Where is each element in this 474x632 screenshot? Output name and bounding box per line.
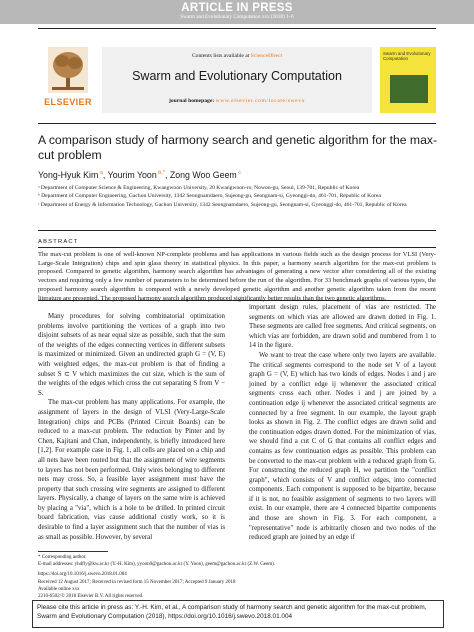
available-online: Available online xxx: [38, 586, 80, 592]
author-name[interactable]: Zong Woo Geem: [169, 170, 237, 180]
affiliation-line: ᶜ Department of Energy & Information Technology, Gachon University, 1342 Seongnamdaero, Sujeong-gu, Seongnam-si, Gyeonggi-do, 461-701, Republic of Korea: [38, 201, 407, 208]
author-affiliation-mark: a: [98, 170, 103, 177]
contents-line: [102, 53, 372, 59]
author-name[interactable]: Yourim Yoon: [107, 170, 157, 180]
abstract-top-rule: [38, 230, 436, 231]
body-paragraph: We want to treat the case where only two layers are available. The critical segments correspond to the node set V of a layout graph G = (V, E) which has two kinds of edges. Nodes i and j are joined by a conflict edge ij whenever the associated critical segments cross each other. Nodes i and j are joined by a continuation edge ij whenever the associated critical segments are connected by a free segment. In our example, the layout graph looks as shown in Fig. 2. The conflict edges are drawn solid and the continuation edges drawn dotted. For the minimization of vias, we should find a cut C of G that contains all conflict edges and contains as few continuation edges as possible. This problem can be converted to the max-cut problem with a reduced graph from G. For constructing the reduced graph H, we partition the "conflict graph", which consists of V and conflict edges, into connected components. Each component is supposed to be bipartite, because if it is not, no feasible assignment of segments to two layers will exist. In our example, there are 4 connected bipartite components and those are shown in Fig. 3. For each component, a "representative" node is arbitrarily chosen and two nodes of the reduced graph are joined by an edge if: [249, 351, 436, 542]
right-column: [249, 303, 436, 543]
footnote-corresponding: * Corresponding author.: [38, 555, 87, 560]
contents-prefix: Contents lists available at: [191, 53, 251, 59]
header-rule: [38, 123, 436, 124]
journal-title: Swarm and Evolutionary Computation: [132, 69, 342, 83]
affiliation-line: ᵃ Department of Computer Science & Engineering, Kwangwoon University, 20 Kwangwoon-ro, Nowon-gu, Seoul, 139-701, Republic of Korea: [38, 185, 360, 191]
abstract-bottom-rule: [38, 300, 436, 301]
body-paragraph: Many procedures for solving combinatorial optimization problems involve partitioning the vertices of a graph into two disjoint subsets of as near equal size as possible, such that the sum of the weights of the edges connecting vertices in different subsets is maximized or minimized. Given an undirected graph G = (V, E) with weighted edges, the max-cut problem is that of finding a subset S ⊂ V which maximizes the cut size, which is the sum of the weights of the edges which cross the cut separating S from V − S.: [38, 313, 225, 397]
affiliations: [38, 184, 438, 209]
banner-citation: Swarm and Evolutionary Computation xxx (2018) 1–6: [180, 14, 294, 20]
homepage-link[interactable]: www.elsevier.com/locate/swevo: [215, 98, 306, 104]
cover-title: Swarm and Evolutionary Computation: [383, 51, 431, 61]
article-in-press-banner: [0, 0, 474, 24]
journal-masthead: [102, 47, 372, 113]
elsevier-tree-icon: [48, 47, 88, 93]
doi-link[interactable]: https://doi.org/10.1016/j.swevo.2018.01.004: [38, 572, 127, 578]
left-column: [38, 312, 225, 542]
author-affiliation-mark: b,*: [156, 170, 165, 177]
copyright-line: 2210-6502/© 2018 Elsevier B.V. All rights reserved.: [38, 594, 144, 600]
article-title: A comparison study of harmony search and genetic algorithm for the max-cut problem: [38, 133, 437, 162]
abstract-label-rule: [38, 247, 436, 248]
author-affiliation-mark: c: [236, 170, 241, 177]
publisher-name: ELSEVIER: [44, 97, 92, 107]
banner-title: ARTICLE IN PRESS: [181, 2, 293, 14]
journal-cover: [380, 47, 436, 113]
top-rule: [38, 28, 436, 29]
sciencedirect-link[interactable]: ScienceDirect: [250, 53, 283, 59]
author-name[interactable]: Yong-Hyuk Kim: [38, 170, 99, 180]
received-dates: Received 12 August 2017; Received in revised form 15 November 2017; Accepted 9 January 2018: [38, 579, 236, 585]
author-list: Yong-Hyuk Kim $^a$, Yourim Yoon $^{b,*}$, Zong Woo Geem $^c$: [38, 170, 241, 180]
footnotes: [38, 554, 338, 600]
cover-image: [390, 75, 428, 103]
cite-text: Please cite this article in press as: Y.-H. Kim, et al., A comparison study of harmony search and genetic algorithm for the max-cut problem, Swarm and Evolutionary Computation (2018), https://doi.org/10.1016/j.swevo.2018.01.004: [37, 604, 427, 620]
homepage-prefix: journal homepage:: [168, 98, 216, 104]
footnote-emails: E-mail addresses: yhdfly@kw.ac.kr (Y.-H. Kim), yyoon0@gachon.ac.kr (Y. Yoon), geem@gachon.ac.kr (Z.W. Geem).: [38, 562, 276, 568]
footnote-rule: [38, 551, 108, 552]
publisher-logo: [38, 47, 98, 115]
abstract-text: The max-cut problem is one of well-known NP-complete problems and has applications in various fields such as the design process for VLSI (Very-Large-Scale Integration) chips and spin glass theory in statistical physics. In this paper, a harmony search algorithm for the max-cut problem is proposed. Compared to genetic algorithm, harmony search algorithm has advantages of generating a new vector after considering all of the existing vectors and requiring only a few number of parameters to be determined before the run of the algorithm. For 33 benchmark graphs of various types, the proposed harmony search algorithm is compared with a newly developed genetic algorithm and another genetic algorithm taken from the recent literature are presented. The proposed harmony search algorithm produced significantly better results than the two genetic algorithms.: [38, 251, 436, 302]
cite-this-article-box: [32, 600, 444, 628]
abstract-label: ABSTRACT: [38, 239, 79, 245]
affiliation-line: ᵇ Department of Computer Engineering, Gachon University, 1342 Seongnamdaero, Sujeong-gu, Seongnam-si, Gyeonggi-do, 461-701, Republic of Korea: [38, 193, 381, 200]
body-paragraph: important design rules, placement of vias are restricted. The segments on which vias are allowed are drawn dotted in Fig. 1. These segments are called free segments. And critical segments, on which vias are forbidden, are drawn solid and numbered from 1 to 14 in the figure.: [249, 304, 436, 350]
homepage-line: [102, 98, 372, 104]
journal-header: [38, 47, 436, 121]
body-paragraph: The max-cut problem has many applications. For example, the assignment of layers in the design of VLSI (Very-Large-Scale Integration) chips and PCBs (Printed Circuit Boards) can be reduced to a max-cut problem. The reduction by Pinter and by Chen, Kajitani and Chan, independently, is briefly introduced here [1,2]. For example case in Fig. 1, all cells are placed on a chip and all nets have been routed but that the assignment of wire segments to layers has not been performed. Only wires belonging to different nets may cross. So, a feasible layer assignment must have the property that such crossing wire segments are assigned to different layers. Physically, a change of layers on the same wire is achieved by placing a "via", which is a hole to be drilled. In printed circuit board fabrication, vias cause additional costly work, so it is desirable to find a layer assignment such that the number of vias is as small as possible. However, by several: [38, 399, 225, 541]
